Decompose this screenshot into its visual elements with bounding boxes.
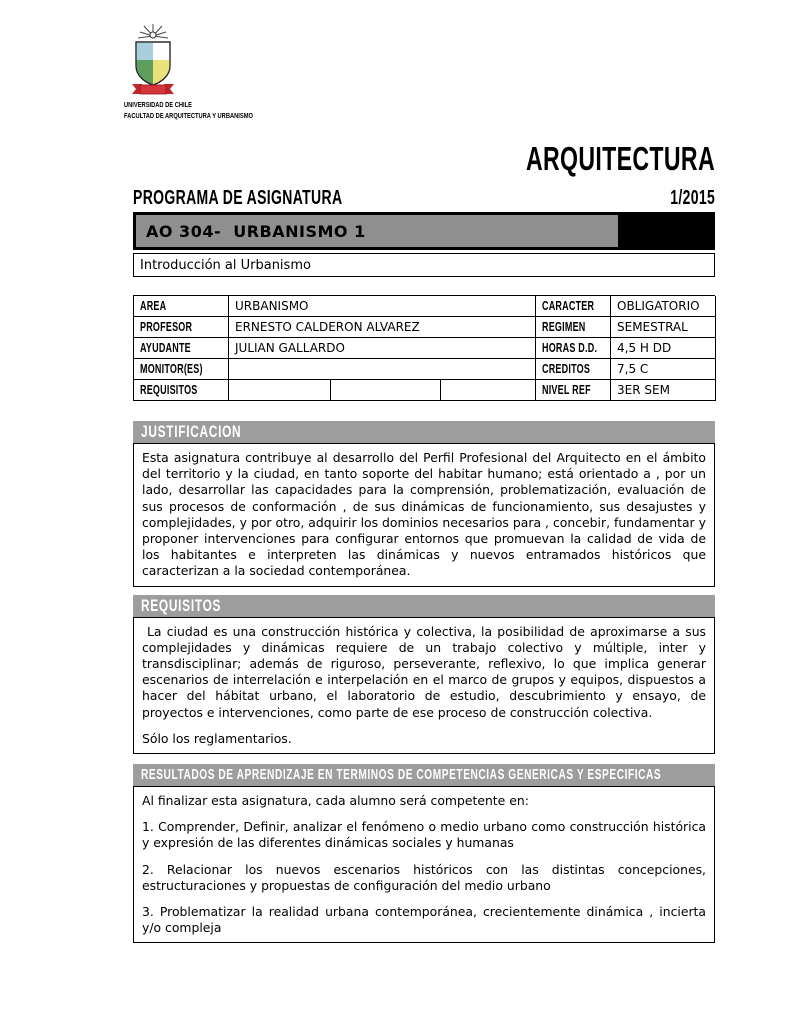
course-subtitle-box <box>133 253 715 277</box>
caracter-label-cell: CARACTER <box>536 296 611 317</box>
horas-label-cell: HORAS D.D. <box>536 338 611 359</box>
requisitos-value-cell-1 <box>229 380 331 401</box>
requisitos-value-cell-3 <box>441 380 536 401</box>
paragraph: 1. Comprender, Definir, analizar el fenómeno o medio urbano como construcción histórica y expresión de las diferentes dinámicas sociales y humanas <box>142 819 706 851</box>
section-header-resultados: RESULTADOS DE APRENDIZAJE EN TERMINOS DE COMPETENCIAS GENERICAS Y ESPECIFICAS <box>133 764 715 786</box>
course-header-bar <box>133 212 715 250</box>
paragraph: Esta asignatura contribuye al desarrollo del Perfil Profesional del Arquitecto en el ámbito del territorio y la ciudad, en tanto soporte del habitar humano; está orientado a , por un lado, desarrollar las capacidades para la comprensión, problematización, evaluación de sus procesos de conformación , de sus dinámicas de funcionamiento, sus desajustes y complejidades, y por otro, adquirir los dominios necesarios para , concebir, fundamentar y proponer intervenciones para configurar entornos que promuevan la calidad de vida de los habitantes e interpreten las dinámicas y nuevos entramados históricos que caracterizan a la sociedad contemporánea. <box>142 450 706 579</box>
table-row <box>134 338 715 359</box>
university-crest-icon <box>130 22 176 100</box>
area-label-cell: AREA <box>134 296 229 317</box>
caracter-value-cell: OBLIGATORIO <box>611 296 716 317</box>
university-name: UNIVERSIDAD DE CHILE <box>124 102 192 109</box>
document-title: PROGRAMA DE ASIGNATURA <box>133 187 343 209</box>
term-label: 1/2015 <box>670 187 715 209</box>
nivel-label-cell: NIVEL REF <box>536 380 611 401</box>
requisitos-value-cell-2 <box>331 380 441 401</box>
profesor-label-cell: PROFESOR <box>134 317 229 338</box>
monitores-value-cell <box>229 359 536 380</box>
profesor-value-cell: ERNESTO CALDERON ALVAREZ <box>229 317 536 338</box>
faculty-name: FACULTAD DE ARQUITECTURA Y URBANISMO <box>124 112 253 120</box>
area-value-cell: URBANISMO <box>229 296 536 317</box>
horas-value-cell: 4,5 H DD <box>611 338 716 359</box>
course-info-table <box>133 295 715 401</box>
paragraph: 2. Relacionar los nuevos escenarios históricos con las distintas concepciones, estructuraciones y propuestas de configuración del medio urbano <box>142 861 706 893</box>
requisitos-label-cell: REQUISITOS <box>134 380 229 401</box>
paragraph: Sólo los reglamentarios. <box>142 730 292 746</box>
section-body-requisitos <box>133 617 715 754</box>
document-content <box>133 142 715 943</box>
university-logo-block <box>124 22 324 121</box>
regimen-value-cell: SEMESTRAL <box>611 317 716 338</box>
table-row <box>134 359 715 380</box>
paragraph: Al finalizar esta asignatura, cada alumno será competente en: <box>142 793 529 809</box>
creditos-value-cell: 7,5 C <box>611 359 716 380</box>
course-header-inner <box>136 215 618 247</box>
regimen-label-cell: REGIMEN <box>536 317 611 338</box>
course-code-title: AO 304- URBANISMO 1 <box>146 221 366 241</box>
section-header-justificacion: JUSTIFICACION <box>133 421 715 443</box>
ayudante-value-cell: JULIAN GALLARDO <box>229 338 536 359</box>
creditos-label-cell: CREDITOS <box>536 359 611 380</box>
section-body-justificacion <box>133 443 715 587</box>
ayudante-label-cell: AYUDANTE <box>134 338 229 359</box>
monitores-label-cell: MONITOR(ES) <box>134 359 229 380</box>
paragraph: La ciudad es una construcción histórica y colectiva, la posibilidad de aproximarse a sus complejidades y dinámicas requiere de un trabajo colectivo y múltiple, inter y transdisciplinar; además de riguroso, perseverante, reflexivo, lo que implica generar escenarios de interrelación e interpelación en el marco de grupos y equipos, dispuestos a hacer del hábitat urbano, el laboratorio de estudio, descubrimiento y ensayo, de proyectos e intervenciones, como parte de ese proceso de construcción colectiva. <box>142 623 706 720</box>
program-title-row <box>133 186 715 210</box>
paragraph: 3. Problematizar la realidad urbana contemporánea, crecientemente dinámica , incierta y/o compleja <box>142 904 706 936</box>
section-header-requisitos: REQUISITOS <box>133 595 715 617</box>
course-subtitle: Introducción al Urbanismo <box>140 257 311 273</box>
table-row <box>134 317 715 338</box>
nivel-value-cell: 3ER SEM <box>611 380 716 401</box>
table-row <box>134 296 715 317</box>
section-body-resultados <box>133 786 715 943</box>
career-title: ARQUITECTURA <box>526 140 715 177</box>
table-row <box>134 380 715 401</box>
